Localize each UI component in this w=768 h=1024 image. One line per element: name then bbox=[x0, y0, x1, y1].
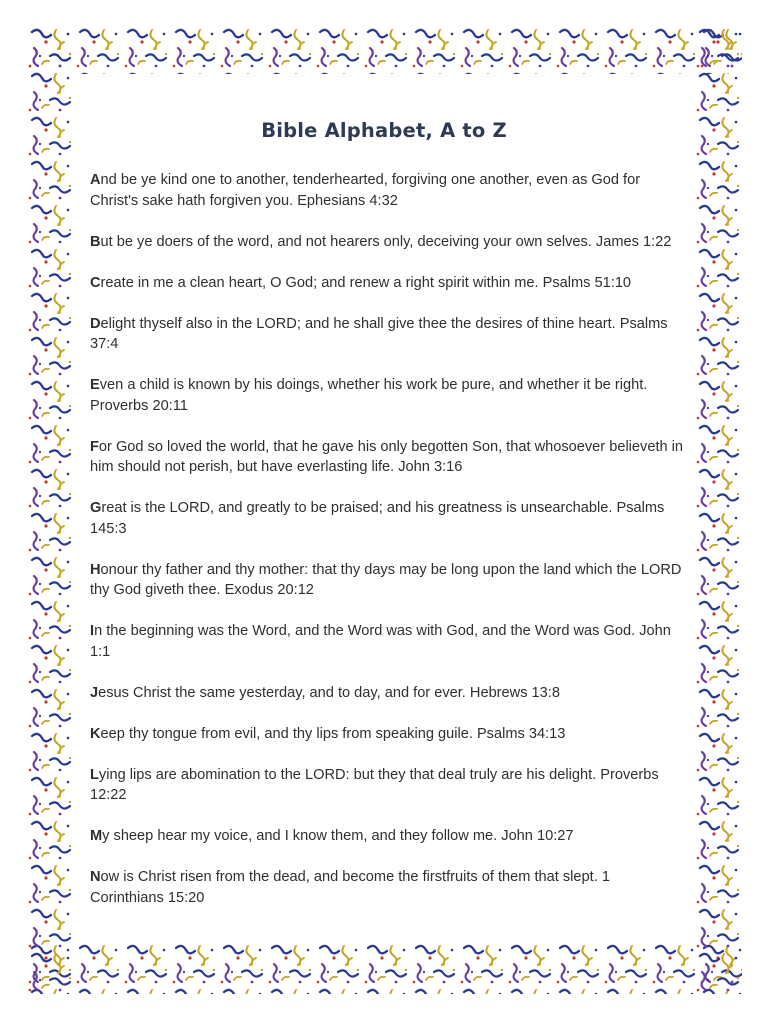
verse-text: n the beginning was the Word, and the Word was with God, and the Word was God. John 1:1 bbox=[90, 623, 671, 660]
verse-m bbox=[90, 826, 686, 847]
border-right-decoration bbox=[694, 26, 742, 994]
verse-d bbox=[90, 314, 686, 355]
verse-n bbox=[90, 867, 686, 908]
verse-initial: G bbox=[90, 500, 102, 516]
verse-initial: B bbox=[90, 233, 101, 250]
verse-text: eep thy tongue from evil, and thy lips from speaking guile. Psalms 34:13 bbox=[100, 725, 566, 742]
verse-text: ow is Christ risen from the dead, and become the firstfruits of them that slept. 1 Corinthians 15:20 bbox=[90, 869, 610, 906]
verse-initial: E bbox=[90, 377, 100, 393]
verse-text: or God so loved the world, that he gave his only begotten Son, that whosoever believeth in him should not perish, but have everlasting life. John 3:16 bbox=[90, 438, 684, 475]
verse-initial: J bbox=[90, 684, 99, 701]
verse-j bbox=[90, 683, 686, 704]
verse-k bbox=[90, 724, 686, 745]
verse-initial: F bbox=[90, 438, 99, 455]
verse-initial: M bbox=[90, 828, 103, 844]
verse-text: ven a child is known by his doings, whether his work be pure, and whether it be right. Proverbs 20:11 bbox=[90, 377, 648, 414]
verse-text: esus Christ the same yesterday, and to day, and for ever. Hebrews 13:8 bbox=[98, 684, 560, 701]
page-title: Bible Alphabet, A to Z bbox=[261, 119, 507, 142]
verse-c bbox=[90, 273, 686, 294]
verse-initial: I bbox=[90, 623, 95, 639]
verse-text: y sheep hear my voice, and I know them, and they follow me. John 10:27 bbox=[102, 828, 574, 844]
verse-a bbox=[90, 170, 686, 211]
verse-initial: N bbox=[90, 869, 101, 885]
verse-text: ut be ye doers of the word, and not hearers only, deceiving your own selves. James 1:22 bbox=[100, 233, 672, 250]
border-left-decoration bbox=[26, 26, 74, 994]
verse-h bbox=[90, 560, 686, 601]
verse-i bbox=[90, 621, 686, 662]
verse-initial: H bbox=[90, 561, 101, 578]
verse-text: reate in me a clean heart, O God; and renew a right spirit within me. Psalms 51:10 bbox=[100, 274, 632, 291]
verse-f bbox=[90, 437, 686, 478]
verse-list bbox=[90, 170, 686, 929]
verse-initial: D bbox=[90, 315, 101, 332]
verse-text: nd be ye kind one to another, tenderhearted, forgiving one another, even as God for Christ's sake hath forgiven you. Ephesians 4:32 bbox=[90, 172, 641, 209]
verse-text: onour thy father and thy mother: that thy days may be long upon the land which the LORD thy God giveth thee. Exodus 20:12 bbox=[90, 561, 682, 598]
border-top-decoration bbox=[26, 26, 742, 74]
verse-l bbox=[90, 765, 686, 806]
verse-text: ying lips are abomination to the LORD: but they that deal truly are his delight. Proverbs 12:22 bbox=[90, 766, 659, 803]
verse-initial: K bbox=[90, 725, 101, 742]
verse-g bbox=[90, 498, 686, 539]
verse-b bbox=[90, 232, 686, 253]
verse-e bbox=[90, 375, 686, 416]
verse-initial: C bbox=[90, 274, 101, 291]
verse-initial: L bbox=[90, 766, 99, 783]
verse-text: reat is the LORD, and greatly to be praised; and his greatness is unsearchable. Psalms 145:3 bbox=[90, 500, 665, 537]
verse-initial: A bbox=[90, 172, 101, 188]
border-bottom-decoration bbox=[26, 942, 742, 994]
verse-text: elight thyself also in the LORD; and he shall give thee the desires of thine heart. Psalms 37:4 bbox=[90, 315, 668, 352]
